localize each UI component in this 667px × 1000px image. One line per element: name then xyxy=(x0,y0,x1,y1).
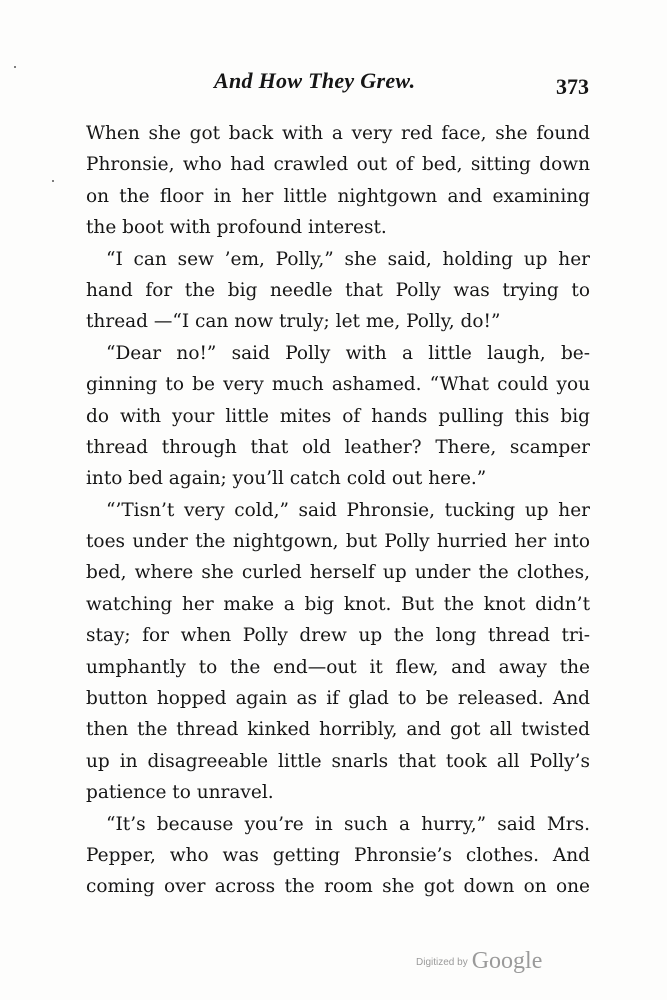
text-line: Pepper, who was getting Phronsie’s clothes. And xyxy=(86,844,590,866)
text-line: thread through that old leather? There, scamper xyxy=(86,436,590,458)
text-line: hand for the big needle that Polly was trying to xyxy=(86,279,590,301)
text-line: watching her make a big knot. But the knot didn’t xyxy=(86,593,590,615)
paper-speck xyxy=(52,180,54,182)
text-line: button hopped again as if glad to be released. And xyxy=(86,688,590,710)
text-line: umphantly to the end—out it flew, and away the xyxy=(86,656,590,678)
text-line: “It’s because you’re in such a hurry,” said Mrs. xyxy=(106,813,590,835)
running-title: And How They Grew. xyxy=(214,68,416,93)
text-line: the boot with profound interest. xyxy=(86,217,387,239)
page-number: 373 xyxy=(556,74,589,99)
text-line: do with your little mites of hands pulling this big xyxy=(86,405,590,427)
text-line: bed, where she curled herself up under the clothes, xyxy=(86,562,590,584)
text-line: thread —“I can now truly; let me, Polly, do!” xyxy=(86,311,501,333)
text-line: “Dear no!” said Polly with a little laugh, be- xyxy=(106,342,590,364)
text-line: patience to unravel. xyxy=(86,782,274,804)
text-line: Phronsie, who had crawled out of bed, sitting down xyxy=(86,154,590,176)
text-line: up in disagreeable little snarls that took all Polly’s xyxy=(86,750,590,772)
text-line: into bed again; you’ll catch cold out here.” xyxy=(86,468,487,490)
body-text xyxy=(86,118,590,903)
text-line: then the thread kinked horribly, and got all twisted xyxy=(86,719,590,741)
digitization-watermark xyxy=(416,948,542,975)
digitized-by-label: Digitized by xyxy=(416,957,468,968)
text-line: “’Tisn’t very cold,” said Phronsie, tucking up her xyxy=(106,499,590,521)
text-line: ginning to be very much ashamed. “What could you xyxy=(86,374,590,396)
text-line: When she got back with a very red face, she found xyxy=(86,123,590,144)
google-logo: Google xyxy=(471,948,543,974)
paper-speck xyxy=(14,66,16,68)
text-line: “I can sew ’em, Polly,” she said, holding up her xyxy=(106,248,590,270)
text-line: coming over across the room she got down on one xyxy=(86,876,590,898)
text-line: toes under the nightgown, but Polly hurried her into xyxy=(86,531,590,553)
text-line: on the floor in her little nightgown and examining xyxy=(86,185,590,207)
text-line: stay; for when Polly drew up the long thread tri- xyxy=(86,625,590,647)
